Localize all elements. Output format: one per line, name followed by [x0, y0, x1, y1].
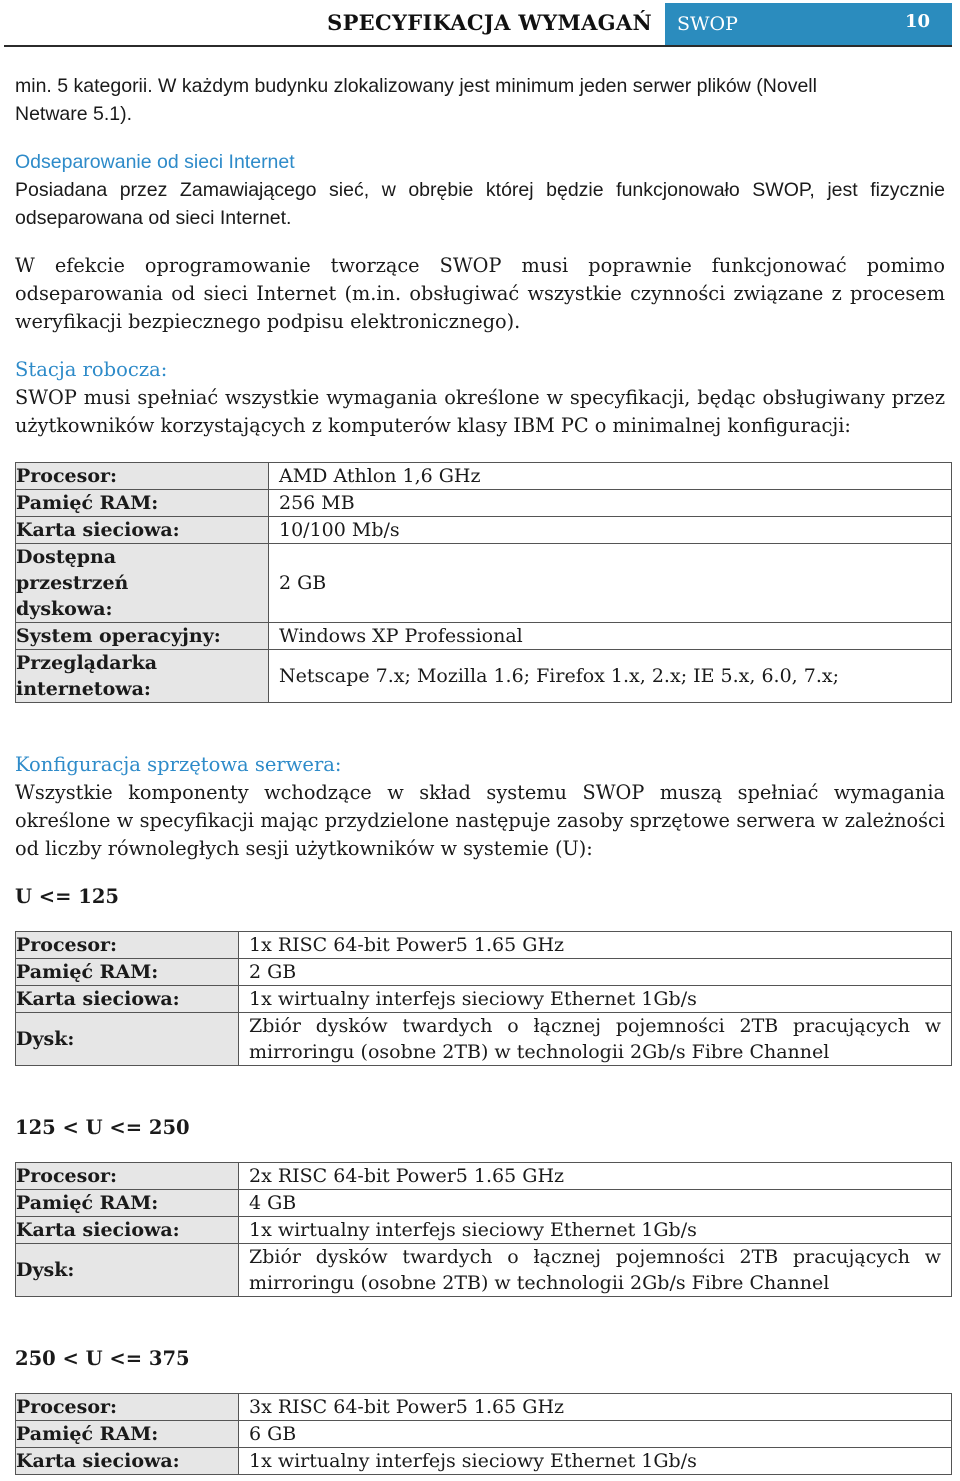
spec-label: Pamięć RAM:: [16, 1421, 239, 1448]
spec-value: 1x wirtualny interfejs sieciowy Ethernet 1Gb/s: [239, 1217, 952, 1244]
server-paragraph: Wszystkie komponenty wchodzące w skład systemu SWOP muszą spełniać wymagania określone w specyfikacji mając przydzielone następuje zasoby sprzętowe serwera w zależności od liczby równoległych sesji użytkowników w systemie (U):: [15, 781, 945, 860]
spec-value: 3x RISC 64-bit Power5 1.65 GHz: [239, 1394, 952, 1421]
table-row: [16, 1421, 952, 1448]
table-row: [16, 517, 952, 544]
table-row: [16, 1190, 952, 1217]
server-tier-table: [15, 1162, 952, 1297]
internet-paragraph: Posiadana przez Zamawiającego sieć, w obrębie której będzie funkcjonowało SWOP, jest fizycznie odseparowana od sieci Internet.: [15, 179, 945, 229]
table-row: [16, 959, 952, 986]
workstation-table: [15, 462, 952, 703]
spec-label: Pamięć RAM:: [16, 1190, 239, 1217]
spec-label: Karta sieciowa:: [16, 1217, 239, 1244]
tier-range: 125 < U <= 250: [15, 1116, 190, 1139]
spec-value: 2x RISC 64-bit Power5 1.65 GHz: [239, 1163, 952, 1190]
spec-value: 1x wirtualny interfejs sieciowy Ethernet 1Gb/s: [239, 986, 952, 1013]
page-number: 10: [904, 11, 930, 32]
intro-line-2: Netware 5.1).: [15, 103, 133, 125]
spec-value: 2 GB: [239, 959, 952, 986]
table-row: [16, 932, 952, 959]
table-row: [16, 490, 952, 517]
workstation-paragraph: SWOP musi spełniać wszystkie wymagania określone w specyfikacji, będąc obsługiwany przez użytkowników korzystających z komputerów klasy IBM PC o minimalnej konfiguracji:: [15, 386, 945, 437]
header-divider: [4, 45, 952, 47]
spec-label: Procesor:: [16, 1394, 239, 1421]
spec-value: 6 GB: [239, 1421, 952, 1448]
server-heading: Konfiguracja sprzętowa serwera:: [15, 753, 342, 776]
internet-paragraph-2: W efekcie oprogramowanie tworzące SWOP musi poprawnie funkcjonować pomimo odseparowania od sieci Internet (m.in. obsługiwać wszystkie czynności związane z procesem weryfikacji bezpiecznego podpisu elektronicznego).: [15, 254, 945, 333]
spec-label: Dysk:: [16, 1013, 239, 1066]
spec-value: Windows XP Professional: [269, 623, 952, 650]
spec-label: Dostępna przestrzeń dyskowa:: [16, 544, 269, 623]
table-row: [16, 986, 952, 1013]
spec-value: Netscape 7.x; Mozilla 1.6; Firefox 1.x, 2.x; IE 5.x, 6.0, 7.x;: [269, 650, 952, 703]
spec-label: Karta sieciowa:: [16, 1448, 239, 1475]
spec-label: Dysk:: [16, 1244, 239, 1297]
spec-value: 10/100 Mb/s: [269, 517, 952, 544]
page-content: [15, 72, 945, 1475]
table-row: [16, 623, 952, 650]
header-tag: SWOP: [677, 13, 738, 35]
spec-label: Pamięć RAM:: [16, 959, 239, 986]
server-tier-table: [15, 931, 952, 1066]
page-header: [0, 0, 960, 46]
spec-value: 4 GB: [239, 1190, 952, 1217]
table-row: [16, 1394, 952, 1421]
intro-text: [15, 72, 945, 128]
table-row: [16, 650, 952, 703]
internet-heading: Odseparowanie od sieci Internet: [15, 151, 295, 173]
spec-label: Karta sieciowa:: [16, 986, 239, 1013]
table-row: [16, 1448, 952, 1475]
spec-label: Procesor:: [16, 1163, 239, 1190]
spec-label: Karta sieciowa:: [16, 517, 269, 544]
table-row: [16, 1217, 952, 1244]
spec-label: Przeglądarka internetowa:: [16, 650, 269, 703]
spec-label: Procesor:: [16, 463, 269, 490]
table-row: [16, 1244, 952, 1297]
intro-line-1: min. 5 kategorii. W każdym budynku zlokalizowany jest minimum jeden serwer plików (Novell: [15, 75, 817, 97]
spec-label: System operacyjny:: [16, 623, 269, 650]
spec-value: 256 MB: [269, 490, 952, 517]
spec-label: Procesor:: [16, 932, 239, 959]
document-title: SPECYFIKACJA WYMAGAŃ: [327, 10, 652, 35]
tier-range: U <= 125: [15, 885, 119, 908]
spec-value: 1x wirtualny interfejs sieciowy Ethernet 1Gb/s: [239, 1448, 952, 1475]
spec-value: 2 GB: [269, 544, 952, 623]
spec-value: 1x RISC 64-bit Power5 1.65 GHz: [239, 932, 952, 959]
spec-label: Pamięć RAM:: [16, 490, 269, 517]
spec-value: AMD Athlon 1,6 GHz: [269, 463, 952, 490]
spec-value: Zbiór dysków twardych o łącznej pojemności 2TB pracujących w mirroringu (osobne 2TB) w technologii 2Gb/s Fibre Channel: [239, 1013, 952, 1066]
table-row: [16, 1163, 952, 1190]
server-tier-table: [15, 1393, 952, 1475]
spec-value: Zbiór dysków twardych o łącznej pojemności 2TB pracujących w mirroringu (osobne 2TB) w technologii 2Gb/s Fibre Channel: [239, 1244, 952, 1297]
workstation-heading: Stacja robocza:: [15, 358, 168, 381]
tier-range: 250 < U <= 375: [15, 1347, 190, 1370]
table-row: [16, 1013, 952, 1066]
header-tag-box: [665, 3, 952, 45]
table-row: [16, 463, 952, 490]
table-row: [16, 544, 952, 623]
